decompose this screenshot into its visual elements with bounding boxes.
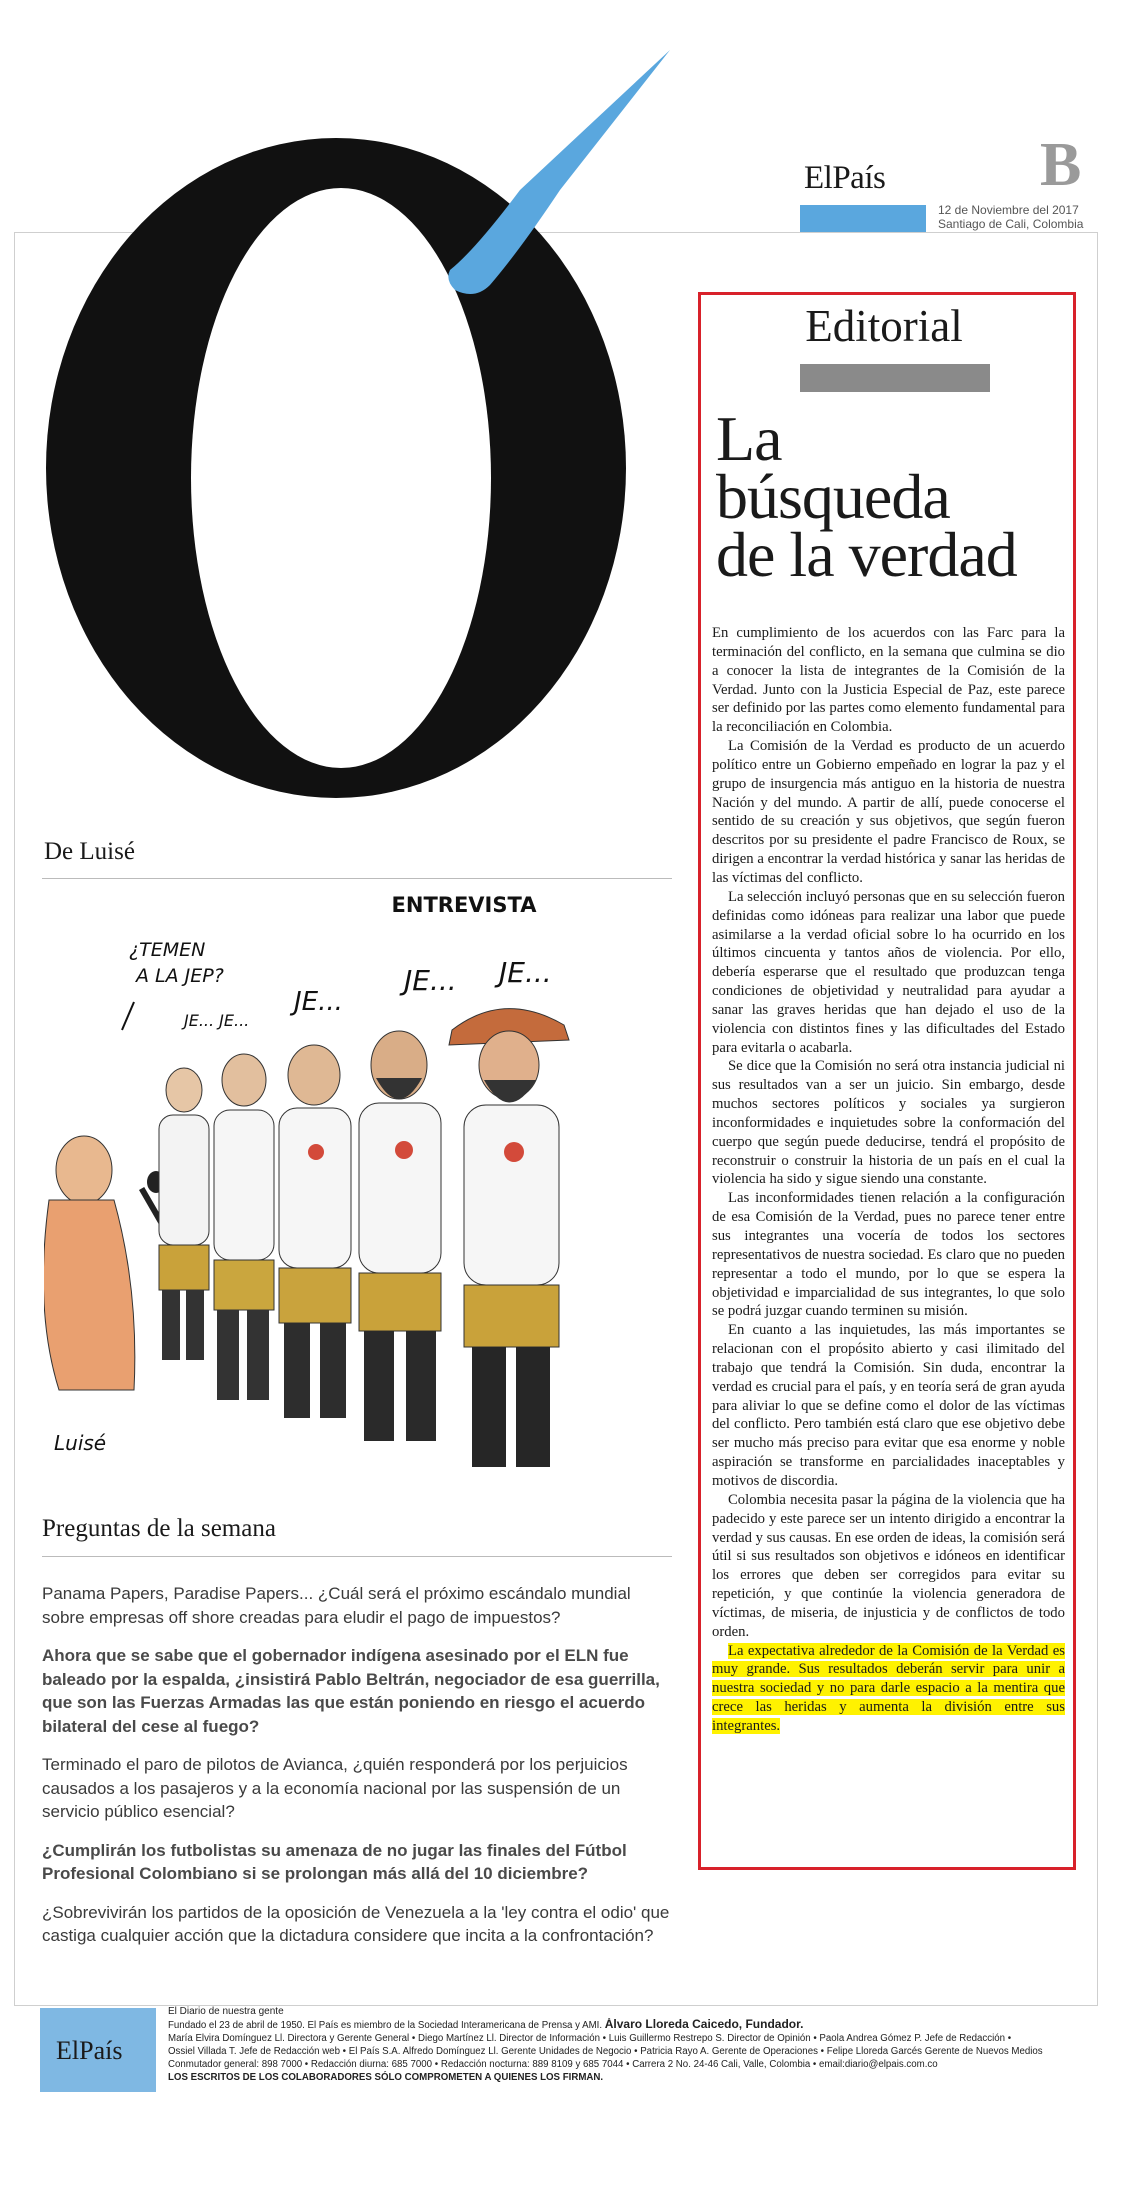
editorial-paragraph: La selección incluyó personas que en su selección fueron definidas como idóneas para realizar una labor que puede asimilarse a la verdad oficial sobre lo ha ocurrido en los últimos cincuenta y tantos años de violencia. Por ello, debería esperarse que el resultado que produzcan tenga condiciones de objetividad y neutralidad para ayudar a sanar las graves heridas que han dejado el uso de la violencia con distintos fines y las dificultades del Estado para evitarla o acabarla. [712, 888, 1065, 1056]
cartoon-illustration [44, 890, 674, 1494]
footer-line: Fundado el 23 de abril de 1950. El País es miembro de la Sociedad Interamericana de Prensa y AMI. [168, 2020, 603, 2031]
cartoon-laugh: JE... [404, 964, 457, 997]
questions-list [42, 1582, 674, 1963]
editorial-paragraph: En cumplimiento de los acuerdos con las Farc para la terminación del conflicto, en la semana que culmina se dio a conocer la lista de integrantes de la Comisión de la Verdad. Junto con la Justicia Especial de Paz, este parece ser definido por las partes como elemento fundamental para la reconciliación en Colombia. [712, 625, 1065, 736]
cartoon-signature: Luisé [54, 1431, 107, 1455]
question-item: Ahora que se sabe que el gobernador indígena asesinado por el ELN fue baleado por la espalda, ¿insistirá Pablo Beltrán, negociador de esa guerrilla, que son las Fuerzas Armadas las que están poniendo en riesgo el acuerdo bilateral del cese al fuego? [42, 1646, 660, 1736]
footer-tagline: El Diario de nuestra gente [168, 2006, 284, 2017]
editorial-label: Editorial [805, 301, 963, 351]
cartoon-speech-line: A LA JEP? [136, 965, 224, 987]
date: 12 de Noviembre del 2017 [938, 203, 1079, 217]
section-letter: B [1040, 131, 1082, 199]
divider [42, 1556, 672, 1557]
footer-founder: Álvaro Lloreda Caicedo, Fundador. [604, 2018, 804, 2031]
accent-wedge-icon [270, 0, 690, 320]
footer-line: María Elvira Domínguez Ll. Directora y Gerente General • Diego Martínez Ll. Director de Información • Luis Guillermo Restrepo S. Director de Opinión • Paola Andrea Gómez P. Jefe de Redacción • [168, 2033, 1012, 2044]
question-item: ¿Sobrevivirán los partidos de la oposición de Venezuela a la 'ley contra el odio' que castiga cualquier acción que la dictadura considere que incita a la confrontación? [42, 1902, 670, 1945]
editorial-paragraph: Se dice que la Comisión no será otra instancia judicial ni sus resultados van a ser un juicio. Sin embargo, desde muchos sectores políticos y sociales ya surgieron inconformidades e inquietudes sobre la conformación del cuerpo que según puede deducirse, tendrá el propósito de reconstruir o construir la historia de un país en el cual la violencia ha sido y sigue siendo una constante. [712, 1058, 1065, 1188]
highlighted-text: La expectativa alrededor de la Comisión de la Verdad es muy grande. Sus resultados deberán servir para unir a nuestra sociedad y no para darle espacio a la mentira que crece las heridas y aumenta la división entre sus integrantes. [712, 1642, 1065, 1734]
footer-line: Ossiel Villada T. Jefe de Redacción web • El País S.A. Alfredo Domínguez Ll. Gerente Unidades de Negocio • Patricia Rayo A. Gerente de Operaciones • Felipe Lloreda Garcés Gerente de Nuevos Medios [168, 2046, 1043, 2057]
questions-title: Preguntas de la semana [42, 1515, 276, 1542]
headline-line: La [716, 403, 782, 474]
cartoon-laugh: JE... [499, 956, 552, 989]
footer-credits [168, 2005, 1068, 2084]
cartoon-speech-line: ¿TEMEN [129, 939, 206, 961]
footer-logo-text: ElPaís [56, 2036, 123, 2065]
footer-founding [168, 2018, 1068, 2032]
footer-line: Conmutador general: 898 7000 • Redacción diurna: 685 7000 • Redacción nocturna: 889 8109 y 685 7044 • Carrera 2 No. 24-46 Cali, Valle, Colombia • email:diario@elpais.com.co [168, 2059, 938, 2070]
brand-bar [800, 205, 926, 232]
editorial-paragraph: Las inconformidades tienen relación a la configuración de esa Comisión de la Verdad, pues no parece tener entre sus integrantes una vocería de todos los sectores representativos de nuestra sociedad. Es claro que no pueden representar a todo el mundo, por lo que se espera la objetividad e imparcialidad de sus integrantes, lo que solo se podrá juzgar cuando terminen su misión. [712, 1190, 1065, 1320]
editorial-closing [712, 1642, 1065, 1736]
cartoon-title: De Luisé [44, 838, 135, 865]
editorial-rule [800, 364, 990, 392]
question-item: Panama Papers, Paradise Papers... ¿Cuál será el próximo escándalo mundial sobre empresas off shore creadas para eludir el pago de impuestos? [42, 1584, 631, 1627]
question-item: ¿Cumplirán los futbolistas su amenaza de no jugar las finales del Fútbol Profesional Colombiano si se prolongan más allá del 10 diciembre? [42, 1840, 627, 1883]
editorial-paragraph: La Comisión de la Verdad es producto de un acuerdo político entre un Gobierno empeñado en lograr la paz y el grupo de insurgencia más antiguo en la historia de nuestra Nación y del mundo. A partir de allí, puede conocerse el sentido de su creación y sus objetivos, que según fueron descritos por su presidente el padre Francisco de Roux, se dirigen a encontrar la verdad histórica y sanar las heridas de las víctimas del conflicto. [712, 738, 1065, 886]
headline-line: de la verdad [716, 519, 1017, 590]
cartoon-laugh: JE... JE... [184, 1011, 250, 1030]
editorial-headline [716, 403, 1066, 590]
editorial-paragraph: En cuanto a las inquietudes, las más importantes se relacionan con el propósito abierto y casi ilimitado del trabajo que tendrá la Comisión. Sin duda, encontrar la verdad es crucial para el país, y en teoría será de gran ayuda para aliviar lo que se define como el dolor de las víctimas del conflicto. Pero también está claro que ese objetivo debe ser mucho más preciso para evitar que esa enorme y noble aspiración se transforme en parcialidades inaceptables y motivos de discordia. [712, 1322, 1065, 1489]
divider [42, 878, 672, 879]
question-item: Terminado el paro de pilotos de Avianca, ¿quién responderá por los perjuicios causados a los pasajeros y a la economía nacional por las suspensión de un servicio público esencial? [42, 1755, 628, 1821]
footer-logo [40, 2008, 156, 2092]
editorial-paragraph: Colombia necesita pasar la página de la violencia que ha padecido y este parece ser un intento dirigido a encontrar la verdad y sus causas. En ese orden de ideas, la comisión será útil si sus resultados son objetivos e idóneos en identificar los errores que deben ser corregidos para evitar su repetición, y que continúe la violencia generadora de víctimas, de miseria, de injusticia y de conflictos de todo orden. [712, 1491, 1065, 1640]
headline-line: búsqueda [716, 461, 950, 532]
footer-line: LOS ESCRITOS DE LOS COLABORADORES SÓLO COMPROMETEN A QUIENES LOS FIRMAN. [168, 2072, 604, 2083]
cartoon-laugh: JE... [294, 987, 343, 1017]
dateline [938, 203, 1083, 231]
place: Santiago de Cali, Colombia [938, 217, 1084, 231]
cartoon-heading: ENTREVISTA [391, 893, 537, 917]
editorial-body [712, 624, 1065, 1736]
brand-logo: ElPaís [804, 160, 886, 196]
